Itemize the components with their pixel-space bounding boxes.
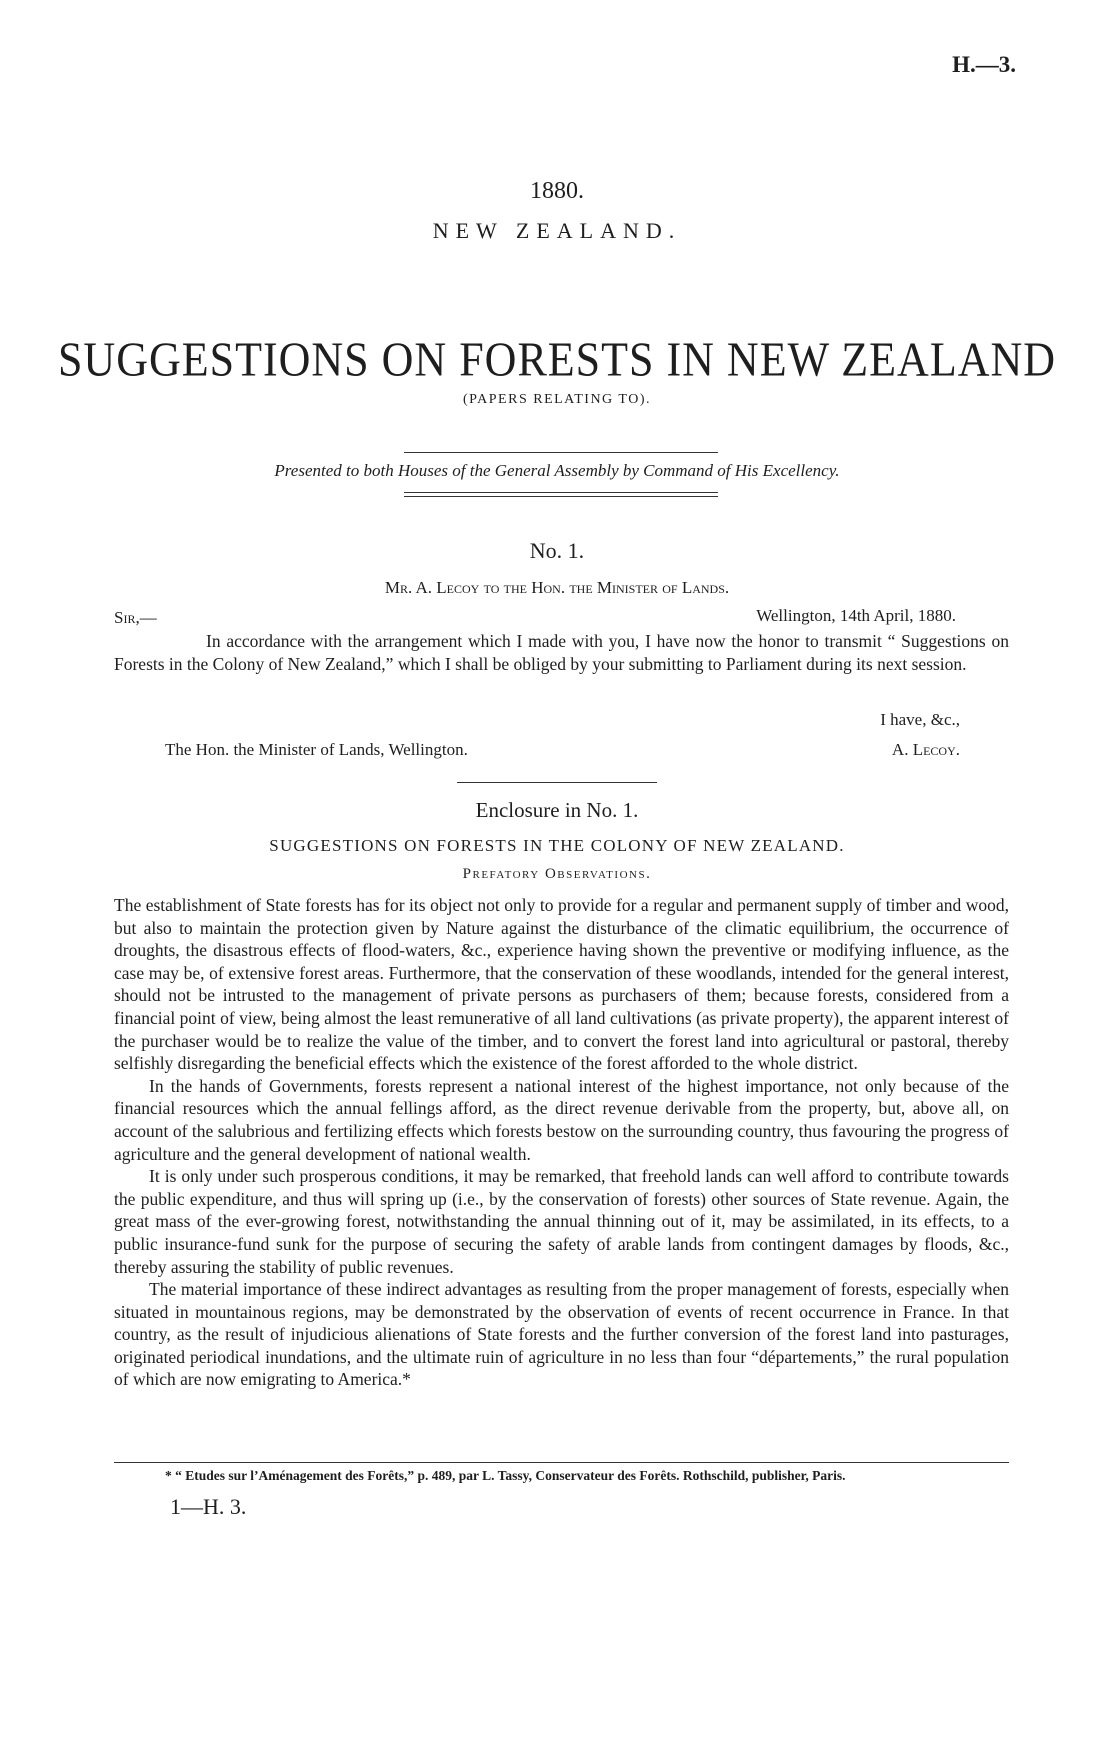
year: 1880. bbox=[530, 178, 584, 204]
enclosure-heading: Enclosure in No. 1. bbox=[475, 798, 639, 822]
paragraph-3: It is only under such prosperous conditions, it may be remarked, that freehold lands can well afford to contribute towards the public expenditure, and thus will spring up (i.e., by the conservation of forests) other sources of State revenue. Again, the great mass of the ever-growing forest, notwithstanding the annual thinning out of it, may be assimilated, in its effects, to a public insurance-fund sunk for the purpose of securing the safety of arable lands from contingent damages by floods, &c., thereby assuring the stability of public revenues. bbox=[114, 1166, 1009, 1277]
letter-body: In accordance with the arrangement which I made with you, I have now the honor to transmit “ Suggestions on Forests in the Colony of New Zealand,” which I shall be obliged by your submitting to Parliament during its next session. bbox=[114, 631, 1009, 674]
country-heading: NEW ZEALAND. bbox=[432, 218, 682, 243]
document-reference: H.—3. bbox=[952, 52, 1016, 77]
document-subtitle: (PAPERS RELATING TO). bbox=[463, 392, 651, 407]
paragraph-4: The material importance of these indirect advantages as resulting from the proper management of forests, especially when situated in mountainous regions, may be demonstrated by the observation of events of recent occurrence in France. In that country, as the result of injudicious alienations of State forests and the further conversion of the forest land into pasturages, originated periodical inundations, and the ultimate ruin of agriculture in no less than four “départements,” the rural population of which are now emigrating to America.* bbox=[114, 1279, 1009, 1390]
enclosure-body bbox=[114, 894, 1009, 1391]
divider-top bbox=[404, 452, 718, 453]
dateline: Wellington, 14th April, 1880. bbox=[756, 606, 956, 625]
closing: I have, &c., bbox=[880, 710, 960, 729]
document-title: SUGGESTIONS ON FORESTS IN NEW ZEALAND bbox=[57, 332, 1057, 387]
addressee: The Hon. the Minister of Lands, Wellington. bbox=[165, 740, 468, 759]
paragraph-2: In the hands of Governments, forests represent a national interest of the highest importance, not only because of the financial resources which the annual fellings afford, as the direct revenue derivable from the property, but, above all, on account of the salubrious and fertilizing effects which forests bestow on the surrounding country, thus favouring the progress of agriculture and the general development of national wealth. bbox=[114, 1075, 1009, 1164]
enclosure-title: SUGGESTIONS ON FORESTS IN THE COLONY OF NEW ZEALAND. bbox=[269, 836, 845, 855]
signature: A. Lecoy. bbox=[891, 740, 960, 759]
salutation: Sir,— bbox=[114, 608, 157, 627]
paragraph-1: The establishment of State forests has for its object not only to provide for a regular and permanent supply of timber and wood, but also to maintain the protection given by Nature against the disturbance of the climatic equilibrium, the occurrence of droughts, the disastrous effects of flood-waters, &c., experience having shown the preventive or modifying influence, as the case may be, of extensive forest areas. Furthermore, that the conservation of these woodlands, intended for the general interest, should not be intrusted to the management of private persons as purchasers of them; because forests, considered from a financial point of view, being almost the least remunerative of all land cultivations (as private property), the apparent interest of the purchaser would be to realize the value of the timber, and to convert the forest land into agricultural or pastoral, thereby selfishly disregarding the beneficial effects which the existence of the forest afforded to the whole district. bbox=[114, 895, 1009, 1074]
presented-line: Presented to both Houses of the General Assembly by Command of His Excellency. bbox=[274, 461, 840, 480]
footnote-divider bbox=[114, 1462, 1009, 1463]
divider-enclosure bbox=[457, 782, 657, 783]
letter-heading: Mr. A. Lecoy to the Hon. the Minister of Lands. bbox=[384, 578, 730, 597]
section-heading: Prefatory Observations. bbox=[462, 866, 652, 882]
letter-number: No. 1. bbox=[529, 538, 585, 563]
footnote: * “ Etudes sur l’Aménagement des Forêts,” p. 489, par L. Tassy, Conservateur des Forêts. Rothschild, publisher, Paris. bbox=[165, 1468, 846, 1483]
divider-double bbox=[404, 492, 718, 497]
page-mark: 1—H. 3. bbox=[170, 1494, 247, 1519]
